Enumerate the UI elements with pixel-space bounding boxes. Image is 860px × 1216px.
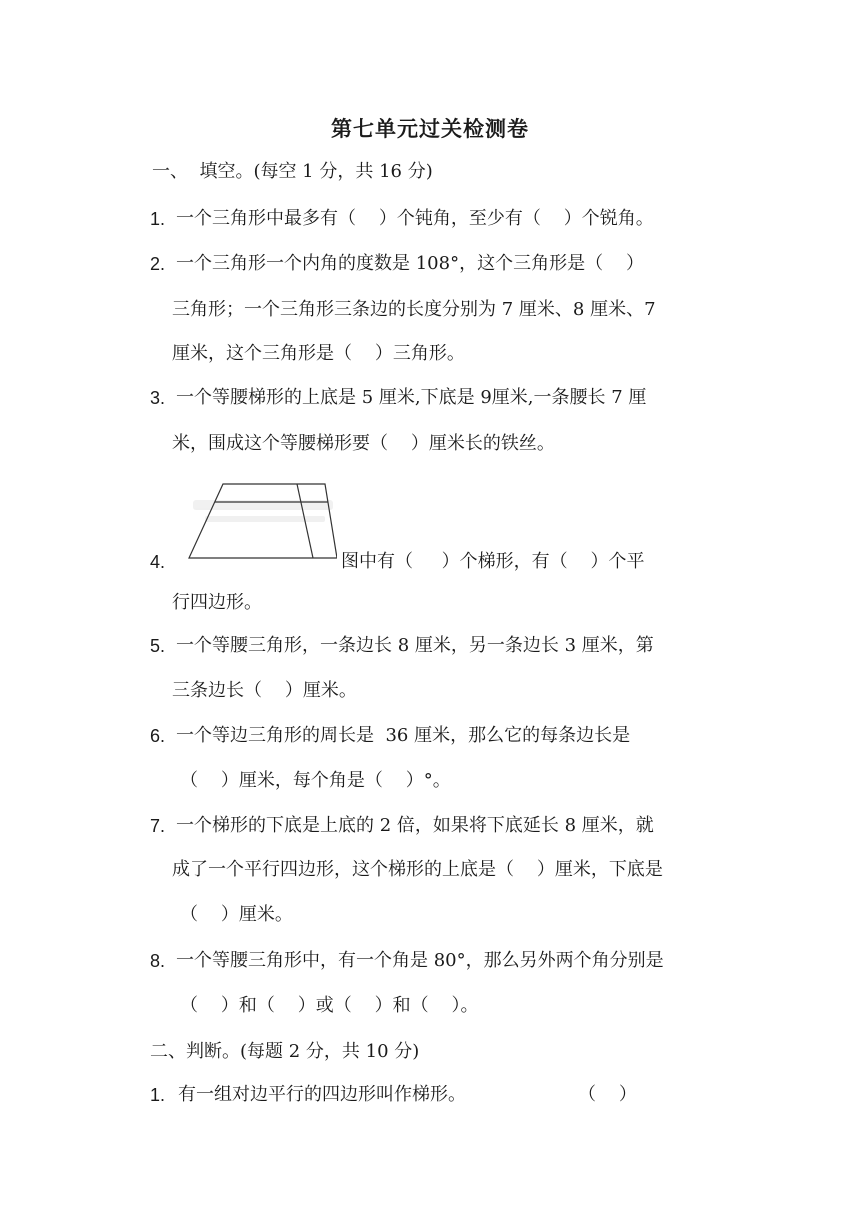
- q8-line1: 一个等腰三角形中，有一个角是 80°，那么另外两个角分别是: [176, 950, 664, 971]
- q2-line2: 三角形；一个三角形三条边的长度分别为 7 厘米、8 厘米、7: [172, 299, 656, 320]
- q2-line3: 厘米，这个三角形是（ ）三角形。: [172, 343, 465, 364]
- q7-number: 7.: [150, 816, 166, 836]
- q8-line2: （ ）和（ ）或（ ）和（ ）。: [180, 995, 479, 1016]
- q3-line1: 一个等腰梯形的上底是 5 厘米,下底是 9厘米,一条腰长 7 厘: [176, 387, 647, 408]
- q6-number: 6.: [150, 726, 166, 746]
- page-title: 第七单元过关检测卷: [331, 117, 529, 141]
- section1-heading: 一、 填空。(每空 1 分，共 16 分): [152, 161, 433, 182]
- q2-line1: 一个三角形一个内角的度数是 108°，这个三角形是（ ）: [176, 253, 644, 274]
- q8-number: 8.: [150, 951, 166, 971]
- q4-number: 4.: [150, 552, 166, 572]
- q7-line1: 一个梯形的下底是上底的 2 倍，如果将下底延长 8 厘米，就: [176, 815, 654, 836]
- q1-number: 1.: [150, 209, 166, 229]
- q3-number: 3.: [150, 388, 166, 408]
- q7-line3: （ ）厘米。: [180, 904, 293, 925]
- q5-line1: 一个等腰三角形，一条边长 8 厘米，另一条边长 3 厘米，第: [176, 635, 654, 656]
- q6-line2: （ ）厘米，每个角是（ ）°。: [180, 770, 451, 791]
- q6-line1: 一个等边三角形的周长是 36 厘米，那么它的每条边长是: [176, 725, 631, 746]
- s2-q1-answer-box[interactable]: （ ）: [578, 1084, 637, 1105]
- q4-line1: 图中有（ ）个梯形，有（ ）个平: [341, 551, 645, 572]
- q1-text: 一个三角形中最多有（ ）个钝角，至少有（ ）个锐角。: [176, 208, 654, 229]
- q7-line2: 成了一个平行四边形，这个梯形的上底是（ ）厘米，下底是: [172, 859, 663, 880]
- q2-number: 2.: [150, 254, 166, 274]
- s2-q1-text: 有一组对边平行的四边形叫作梯形。: [178, 1084, 466, 1105]
- trapezoid-figure-icon: [185, 480, 337, 562]
- section2-heading: 二、判断。(每题 2 分，共 10 分): [150, 1041, 420, 1062]
- s2-q1-number: 1.: [150, 1085, 166, 1105]
- q4-line2: 行四边形。: [172, 592, 262, 613]
- q3-line2: 米，围成这个等腰梯形要（ ）厘米长的铁丝。: [172, 433, 555, 454]
- q5-number: 5.: [150, 636, 166, 656]
- q5-line2: 三条边长（ ）厘米。: [172, 680, 357, 701]
